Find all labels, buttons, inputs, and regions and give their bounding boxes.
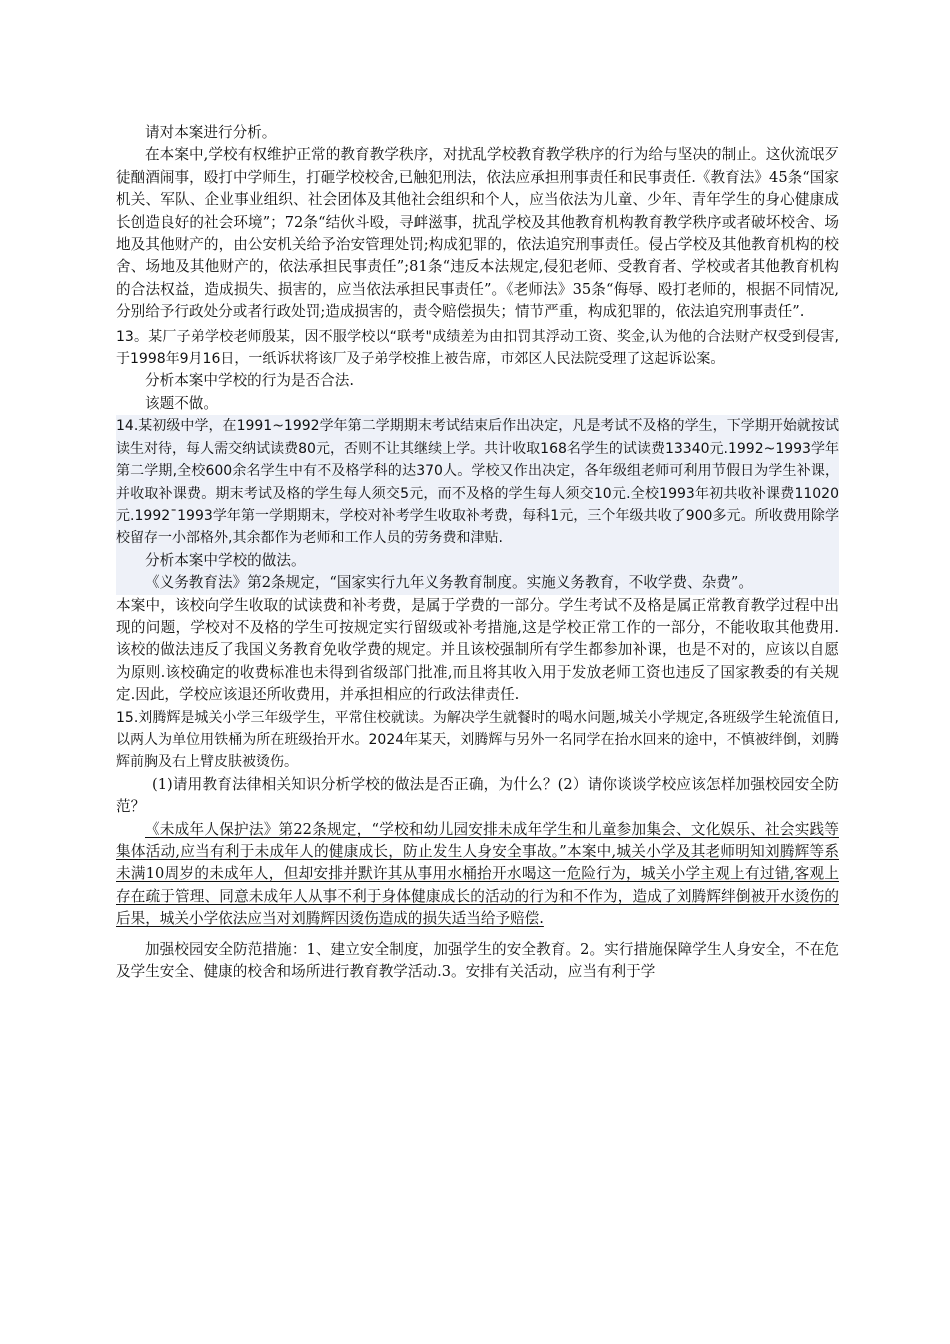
question-13: 13。某厂子弟学校老师殷某，因不服学校以“联考"成绩差为由扣罚其浮动工资、奖金,认为他的合法财产权受到侵害,于1998年9月16日，一纸诉状将该厂及子弟学校推上被告席，市郊区人民法院受理了这起诉讼案。 bbox=[116, 328, 839, 368]
question-14-law: 《义务教育法》第2条规定，“国家实行九年义务教育制度。实施义务教育，不收学费、杂费”。 bbox=[116, 572, 839, 594]
document-page bbox=[116, 122, 839, 983]
question-13-answer: 该题不做。 bbox=[145, 394, 218, 412]
question-14: 14.某初级中学，在1991~1992学年第二学期期末考试结束后作出决定，凡是考试不及格的学生，下学期开始就按试读生对待，每人需交纳试读费80元，否则不让其继续上学。共计收取168名学生的试读费13340元.1992~1993学年第二学期,全校600余名学生中有不及格学科的达370人。学校又作出决定，各年级组老师可利用节假日为学生补课，并收取补课费。期末考试及格的学生每人须交5元，而不及格的学生每人须交10元.全校1993年初共收补课费11020元.1992¯1993学年第一学期期末，学校对补考学生收取补考费，每科1元，三个年级共收了900多元。所收费用除学校留存一小部格外,其余都作为老师和工作人员的劳务费和津贴. bbox=[116, 415, 839, 549]
question-15-answer: 《未成年人保护法》第22条规定，“学校和幼儿园安排未成年学生和儿童参加集会、文化娱乐、社会实践等集体活动,应当有利于未成年人的健康成长，防止发生人身安全事故。”本案中,城关小学及其老师明知刘腾辉等系未满10周岁的未成年人，但却安排并默许其从事用水桶抬开水喝这一危险行为，城关小学主观上有过错,客观上存在疏于管理、同意未成年人从事不利于身体健康成长的活动的行为和不作为，造成了刘腾辉绊倒被开水烫伤的后果，城关小学依法应当对刘腾辉因烫伤造成的损失适当给予赔偿. bbox=[116, 820, 839, 928]
case12-analysis: 在本案中,学校有权维护正常的教育教学秩序，对扰乱学校教育教学秩序的行为给与坚决的制止。这伙流氓歹徒酗酒闹事，殴打中学师生，打砸学校校舍,已触犯刑法，依法应承担刑事责任和民事责任.《教育法》45条“国家机关、军队、企业事业组织、社会团体及其他社会组织和个人，应当依法为儿童、少年、青年学生的身心健康成长创造良好的社会环境”；72条“结伙斗殴，寻衅滋事，扰乱学校及其他教育机构教育教学秩序或者破坏校舍、场地及其他财产的，由公安机关给予治安管理处罚;构成犯罪的，依法追究刑事责任。侵占学校及其他教育机构的校舍、场地及其他财产的，依法承担民事责任”;81条“违反本法规定,侵犯老师、受教育者、学校或者其他教育机构的合法权益，造成损失、损害的，应当依法承担民事责任”。《老师法》35条“侮辱、殴打老师的，根据不同情况,分别给予行政处分或者行政处罚;造成损害的，责令赔偿损失；情节严重，构成犯罪的，依法追究刑事责任”. bbox=[116, 146, 839, 321]
question-15-prompt: (1)请用教育法律相关知识分析学校的做法是否正确，为什么？(2）请你谈谈学校应该怎样加强校园安全防范？ bbox=[116, 775, 839, 816]
question-15: 15.刘腾辉是城关小学三年级学生，平常住校就读。为解决学生就餐时的喝水问题,城关小学规定,各班级学生轮流值日,以两人为单位用铁桶为所在班级抬开水。2024年某天，刘腾辉与另外一名同学在抬水回来的途中，不慎被绊倒，刘腾辉前胸及右上臂皮肤被烫伤。 bbox=[116, 709, 839, 771]
safety-measures: 加强校园安全防范措施：1、建立安全制度，加强学生的安全教育。2。实行措施保障学生人身安全，不在危及学生安全、健康的校舍和场所进行教育教学活动.3。安排有关活动，应当有利于学 bbox=[116, 940, 839, 981]
question-14-answer: 本案中，该校向学生收取的试读费和补考费，是属于学费的一部分。学生考试不及格是属正常教育教学过程中出现的问题，学校对不及格的学生可按规定实行留级或补考措施,这是学校正常工作的一部分，不能收取其他费用.该校的做法违反了我国义务教育免收学费的规定。并且该校强制所有学生都参加补课，也是不对的，应该以自愿为原则.该校确定的收费标准也未得到省级部门批准,而且将其收入用于发放老师工资也违反了国家教委的有关规定.因此，学校应该退还所收费用，并承担相应的行政法律责任. bbox=[116, 596, 839, 704]
question-14-prompt: 分析本案中学校的做法。 bbox=[116, 550, 839, 572]
intro-paragraph: 请对本案进行分析。 bbox=[145, 124, 277, 141]
question-13-prompt: 分析本案中学校的行为是否合法. bbox=[145, 372, 354, 390]
